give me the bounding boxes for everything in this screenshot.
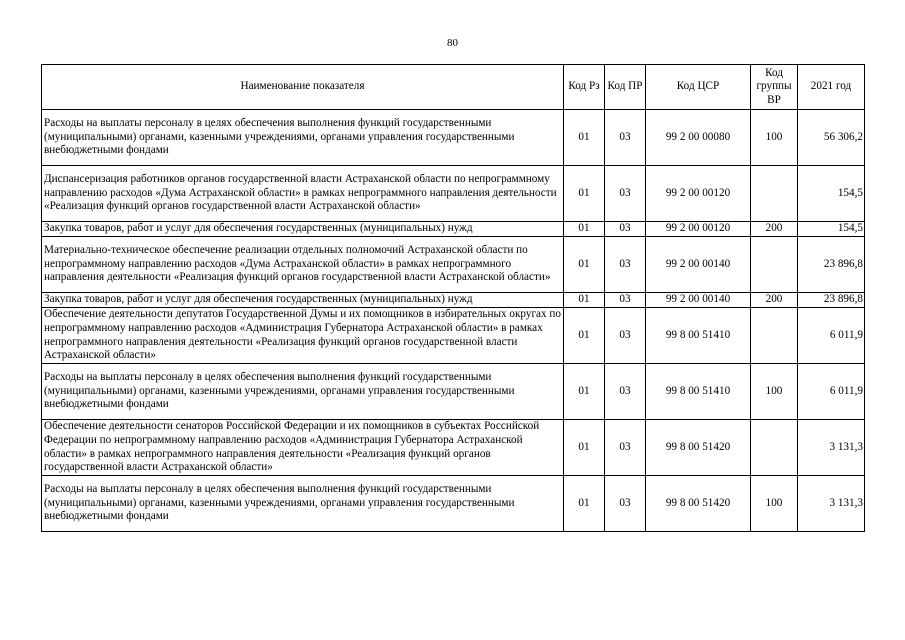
row-amount: 3 131,3	[798, 420, 865, 476]
row-vr: 200	[751, 293, 798, 308]
row-amount: 56 306,2	[798, 110, 865, 166]
row-rz: 01	[564, 364, 605, 420]
header-name: Наименование показателя	[42, 65, 564, 110]
row-rz: 01	[564, 476, 605, 532]
row-name: Обеспечение деятельности депутатов Государственной Думы и их помощников в избирательных округах по непрограммному направлению расходов «Администрация Губернатора Астраханской области» в рамках непрограммного направления деятельности «Реализация функций органов государственной власти Астраханской области»	[42, 308, 564, 364]
row-vr: 200	[751, 222, 798, 237]
row-pr: 03	[605, 476, 646, 532]
row-vr: 100	[751, 476, 798, 532]
table-row	[42, 237, 865, 293]
row-vr	[751, 420, 798, 476]
row-csr: 99 8 00 51420	[646, 420, 751, 476]
table-row	[42, 308, 865, 364]
row-pr: 03	[605, 420, 646, 476]
row-pr: 03	[605, 222, 646, 237]
header-pr: Код ПР	[605, 65, 646, 110]
table-row	[42, 364, 865, 420]
row-vr	[751, 308, 798, 364]
row-rz: 01	[564, 308, 605, 364]
row-vr: 100	[751, 110, 798, 166]
table-header-row	[42, 65, 865, 110]
header-csr: Код ЦСР	[646, 65, 751, 110]
row-csr: 99 2 00 00140	[646, 237, 751, 293]
header-vr: Код группы ВР	[751, 65, 798, 110]
row-pr: 03	[605, 110, 646, 166]
row-name: Диспансеризация работников органов государственной власти Астраханской области по непрограммному направлению расходов «Дума Астраханской области» в рамках непрограммного направления деятельности «Реализация функций органов государственной власти Астраханской области»	[42, 166, 564, 222]
row-csr: 99 8 00 51420	[646, 476, 751, 532]
row-csr: 99 2 00 00120	[646, 222, 751, 237]
row-amount: 6 011,9	[798, 308, 865, 364]
table-row	[42, 420, 865, 476]
row-pr: 03	[605, 364, 646, 420]
row-csr: 99 2 00 00080	[646, 110, 751, 166]
row-vr	[751, 237, 798, 293]
page-number: 80	[447, 37, 458, 49]
row-rz: 01	[564, 110, 605, 166]
row-name: Материально-техническое обеспечение реализации отдельных полномочий Астраханской области по непрограммному направлению расходов «Дума Астраханской области» в рамках непрограммного направления деятельности «Реализация функций органов государственной власти Астраханской области»	[42, 237, 564, 293]
table-row	[42, 110, 865, 166]
row-rz: 01	[564, 293, 605, 308]
row-name: Расходы на выплаты персоналу в целях обеспечения выполнения функций государственными (муниципальными) органами, казенными учреждениями, органами управления государственными внебюджетными фондами	[42, 364, 564, 420]
row-amount: 23 896,8	[798, 237, 865, 293]
table-row	[42, 222, 865, 237]
row-amount: 6 011,9	[798, 364, 865, 420]
row-csr: 99 2 00 00140	[646, 293, 751, 308]
row-vr: 100	[751, 364, 798, 420]
row-amount: 154,5	[798, 166, 865, 222]
row-rz: 01	[564, 420, 605, 476]
row-csr: 99 8 00 51410	[646, 308, 751, 364]
header-year: 2021 год	[798, 65, 865, 110]
row-name: Расходы на выплаты персоналу в целях обеспечения выполнения функций государственными (муниципальными) органами, казенными учреждениями, органами управления государственными внебюджетными фондами	[42, 110, 564, 166]
row-rz: 01	[564, 222, 605, 237]
row-name: Расходы на выплаты персоналу в целях обеспечения выполнения функций государственными (муниципальными) органами, казенными учреждениями, органами управления государственными внебюджетными фондами	[42, 476, 564, 532]
row-pr: 03	[605, 237, 646, 293]
row-pr: 03	[605, 308, 646, 364]
budget-table	[41, 64, 865, 532]
row-pr: 03	[605, 293, 646, 308]
row-name: Закупка товаров, работ и услуг для обеспечения государственных (муниципальных) нужд	[42, 222, 564, 237]
row-amount: 23 896,8	[798, 293, 865, 308]
row-csr: 99 2 00 00120	[646, 166, 751, 222]
row-amount: 3 131,3	[798, 476, 865, 532]
row-amount: 154,5	[798, 222, 865, 237]
table-row	[42, 476, 865, 532]
table-row	[42, 166, 865, 222]
table-row	[42, 293, 865, 308]
row-rz: 01	[564, 237, 605, 293]
header-rz: Код Рз	[564, 65, 605, 110]
row-csr: 99 8 00 51410	[646, 364, 751, 420]
row-name: Обеспечение деятельности сенаторов Российской Федерации и их помощников в субъектах Российской Федерации по непрограммному направлению расходов «Администрация Губернатора Астраханской области» в рамках непрограммного направления деятельности «Реализация функций органов государственной власти Астраханской области»	[42, 420, 564, 476]
row-rz: 01	[564, 166, 605, 222]
row-vr	[751, 166, 798, 222]
row-name: Закупка товаров, работ и услуг для обеспечения государственных (муниципальных) нужд	[42, 293, 564, 308]
row-pr: 03	[605, 166, 646, 222]
